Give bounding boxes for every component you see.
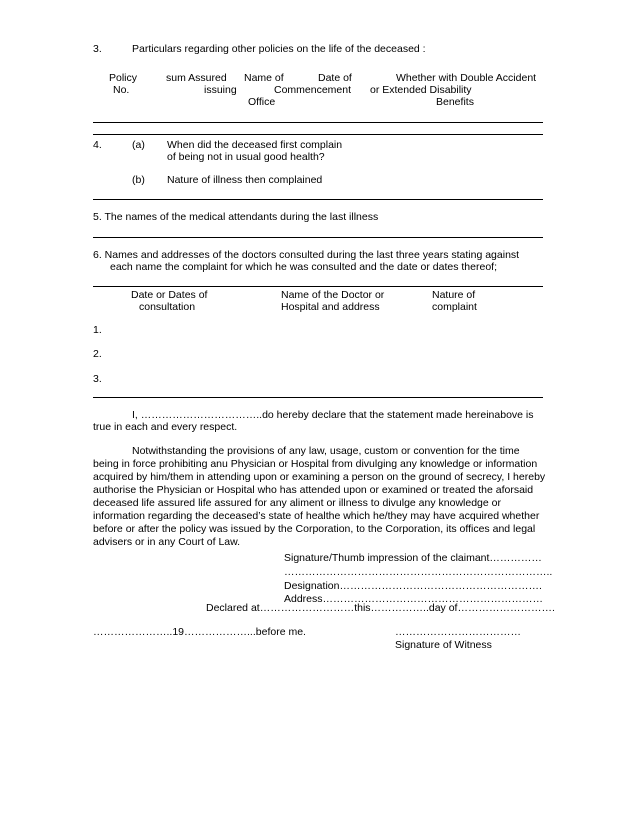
section4-b-text: Nature of illness then complained [167,174,323,186]
divider [93,237,543,238]
col-date-1: Date of [318,72,352,84]
paragraph-line: deceased life assured life assured for any aliment or illness to divulge any knowledge or [93,497,501,509]
declaration-line2: true in each and every respect. [93,421,238,433]
col-name-3: Office [248,96,276,108]
col-doctor-2: Hospital and address [281,301,380,313]
paragraph-line: information regarding the deceased’s state of healthe which he/they may have acquired whether [93,510,540,522]
col-whether-2: or Extended Disability [370,84,472,96]
address-line: Address……………………………………………………… [284,593,544,605]
signature-dots-line: ………………………………………………………………….. [284,566,553,578]
col-dates-1: Date or Dates of [131,289,208,301]
section6-line1: 6. Names and addresses of the doctors consulted during the last three years stating against [93,249,520,261]
col-name-2: issuing [204,84,237,96]
declaration-line1: I, ……………………………..do hereby declare that the statement made hereinabove is [132,409,534,421]
witness-dots-line: ……………………………… [395,626,521,638]
paragraph-line: acquired by him/them in attending upon or examining a person on the ground of secrecy, I hereby [93,471,546,483]
section4-a-label: (a) [132,139,145,151]
paragraph-line: authorise the Physician or Hospital who has attended upon or examined or treated the aforsaid [93,484,534,496]
paragraph-line: being in force prohibiting anu Physician or Hospital from divulging any knowledge or information [93,458,538,470]
section3-number: 3. [93,43,102,55]
section4-a-line1: When did the deceased first complain [167,139,343,151]
designation-line: Designation…………………………………………………. [284,580,542,592]
row-number-2: 2. [93,348,102,360]
divider [93,134,543,135]
row-number-1: 1. [93,324,102,336]
col-policy-1: Policy [109,72,138,84]
section4-b-label: (b) [132,174,145,186]
col-dates-2: consultation [139,301,196,313]
divider [93,199,543,200]
signature-thumb-line: Signature/Thumb impression of the claimant…………… [284,552,542,564]
col-policy-2: No. [113,84,130,96]
col-nature-1: Nature of [432,289,476,301]
paragraph-line: before or after the policy was issued by the Corporation, to the Corporation, its offices and legal [93,523,536,535]
section6-line2: each name the complaint for which he was consulted and the date or dates thereof; [110,261,497,273]
declared-at-line: Declared at………………………this……………..day of………………………. [206,602,555,614]
row-number-3: 3. [93,373,102,385]
col-whether-3: Benefits [436,96,474,108]
col-date-2: Commencement [274,84,352,96]
col-doctor-1: Name of the Doctor or [281,289,385,301]
col-name-1: Name of [244,72,284,84]
divider [93,122,543,123]
paragraph-line: Notwithstanding the provisions of any law, usage, custom or convention for the time [132,445,520,457]
date-before-me-line: …………………..19………………...before me. [93,626,306,638]
divider [93,397,543,398]
col-sum-assured: sum Assured [166,72,227,84]
section4-number: 4. [93,139,102,151]
section4-a-line2: of being not in usual good health? [167,151,325,163]
divider [93,286,543,287]
section3-heading: Particulars regarding other policies on the life of the deceased : [132,43,426,55]
section5-text: 5. The names of the medical attendants during the last illness [93,211,379,223]
witness-label: Signature of Witness [395,639,492,651]
paragraph-line: advisers or in any Court of Law. [93,536,241,548]
col-nature-2: complaint [432,301,477,313]
col-whether-1: Whether with Double Accident [396,72,537,84]
